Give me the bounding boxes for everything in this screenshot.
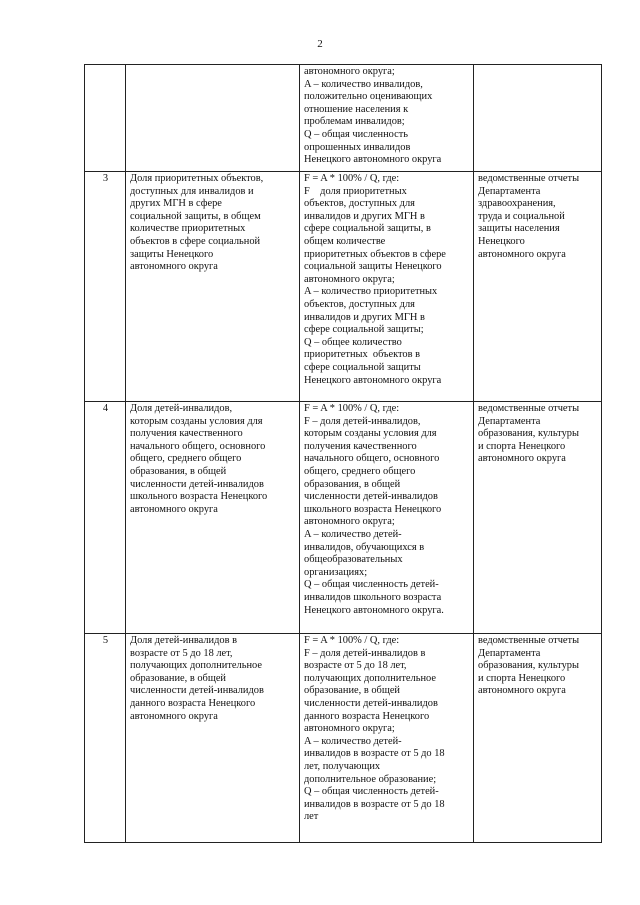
cell-text-line: школьного возраста Ненецкого xyxy=(130,491,268,503)
row-number-cell: 4 xyxy=(85,402,126,634)
cell-text-line: F = A * 100% / Q, где: xyxy=(304,635,400,646)
source-cell xyxy=(474,65,602,172)
cell-text-line: общего, среднего общего xyxy=(130,453,242,465)
cell-text-line: F = A * 100% / Q, где: xyxy=(304,403,400,414)
cell-text-line: автономного округа xyxy=(478,685,566,697)
cell-text-line: доступных для инвалидов и xyxy=(130,185,254,197)
cell-text-line: Доля приоритетных объектов, xyxy=(130,173,264,184)
source-cell xyxy=(474,634,602,843)
cell-text-line: объектов, доступных для xyxy=(304,198,415,210)
cell-text-line: образование, в общей xyxy=(304,685,400,697)
cell-text-line: инвалидов в возрасте от 5 до 18 xyxy=(304,798,445,810)
cell-text-line: Департамента xyxy=(478,185,541,197)
cell-text-line: других МГН в сфере xyxy=(130,198,222,210)
cell-text-line: F – доля детей-инвалидов, xyxy=(304,415,421,427)
cell-text-line: и спорта Ненецкого xyxy=(478,672,566,684)
cell-text-line: ведомственные отчеты xyxy=(478,635,580,646)
table-row xyxy=(85,65,602,172)
cell-text-line: защиты населения xyxy=(478,223,560,235)
cell-text-line: автономного округа xyxy=(478,453,566,465)
cell-text-line: автономного округа xyxy=(130,710,218,722)
cell-text-line: начального общего, основного xyxy=(130,440,266,452)
table-row xyxy=(85,402,602,634)
formula-cell xyxy=(300,634,474,843)
cell-text-line: общем количестве xyxy=(304,235,386,247)
cell-text-line: ведомственные отчеты xyxy=(478,403,580,414)
cell-text-line: получающих дополнительное xyxy=(130,660,262,672)
cell-text-line: сфере социальной защиты xyxy=(304,361,421,373)
cell-text-line: получения качественного xyxy=(130,428,243,440)
page-number: 2 xyxy=(317,38,323,50)
cell-text-line: приоритетных объектов в xyxy=(304,349,421,361)
cell-text-line: численности детей-инвалидов xyxy=(304,491,438,503)
cell-text-line: Департамента xyxy=(478,647,541,659)
row-number-cell: 5 xyxy=(85,634,126,843)
cell-text-line: инвалидов в возрасте от 5 до 18 xyxy=(304,748,445,760)
cell-text-line: A – количество приоритетных xyxy=(304,286,438,298)
cell-text-line: опрошенных инвалидов xyxy=(304,141,411,153)
cell-text-line: автономного округа; xyxy=(304,516,395,528)
cell-text-line: сфере социальной защиты; xyxy=(304,324,424,336)
cell-text-line: образования, в общей xyxy=(304,478,401,490)
cell-text-line: приоритетных объектов в сфере xyxy=(304,248,446,260)
cell-text-line: данного возраста Ненецкого xyxy=(304,710,430,722)
cell-text-line: труда и социальной xyxy=(478,210,565,222)
cell-text-line: Доля детей-инвалидов, xyxy=(130,403,233,414)
cell-text-line: начального общего, основного xyxy=(304,453,440,465)
source-cell xyxy=(474,172,602,402)
indicators-table xyxy=(84,64,602,843)
cell-text-line: Ненецкого автономного округа xyxy=(304,154,442,166)
cell-text-line: A – количество детей- xyxy=(304,528,402,540)
cell-text-line: образования, культуры xyxy=(478,660,579,672)
cell-text-line: автономного округа; xyxy=(304,66,395,77)
cell-text-line: положительно оценивающих xyxy=(304,91,433,103)
cell-text-line: Ненецкого xyxy=(478,235,525,247)
cell-text-line: автономного округа; xyxy=(304,723,395,735)
cell-text-line: получения качественного xyxy=(304,440,417,452)
cell-text-line: A – количество инвалидов, xyxy=(304,78,423,90)
table-row xyxy=(85,634,602,843)
indicator-name-cell xyxy=(126,402,300,634)
cell-text-line: которым созданы условия для xyxy=(130,415,263,427)
indicator-name-cell xyxy=(126,65,300,172)
cell-text-line: и спорта Ненецкого xyxy=(478,440,566,452)
cell-text-line: Q – общая численность детей- xyxy=(304,786,439,798)
cell-text-line: Доля детей-инвалидов в xyxy=(130,635,238,646)
cell-text-line: сфере социальной защиты, в xyxy=(304,223,431,235)
cell-text-line: дополнительное образование; xyxy=(304,773,437,785)
cell-text-line: получающих дополнительное xyxy=(304,672,436,684)
cell-text-line: автономного округа; xyxy=(304,273,395,285)
cell-text-line: автономного округа xyxy=(130,261,218,273)
cell-text-line: проблемам инвалидов; xyxy=(304,116,405,128)
cell-text-line: инвалидов и других МГН в xyxy=(304,311,425,323)
cell-text-line: инвалидов школьного возраста xyxy=(304,591,442,603)
cell-text-line: Ненецкого автономного округа xyxy=(304,374,442,386)
formula-cell xyxy=(300,402,474,634)
cell-text-line: данного возраста Ненецкого xyxy=(130,697,256,709)
cell-text-line: автономного округа xyxy=(130,503,218,515)
row-number-cell: 3 xyxy=(85,172,126,402)
cell-text-line: количестве приоритетных xyxy=(130,223,246,235)
cell-text-line: отношение населения к xyxy=(304,103,409,115)
cell-text-line: Q – общее количество xyxy=(304,336,402,348)
cell-text-line: автономного округа xyxy=(478,248,566,260)
cell-text-line: объектов в сфере социальной xyxy=(130,235,261,247)
cell-text-line: образования, в общей xyxy=(130,465,227,477)
cell-text-line: социальной защиты, в общем xyxy=(130,210,261,222)
indicator-name-cell xyxy=(126,634,300,843)
cell-text-line: Департамента xyxy=(478,415,541,427)
source-cell xyxy=(474,402,602,634)
cell-text-line: F – доля детей-инвалидов в xyxy=(304,647,426,659)
cell-text-line: образования, культуры xyxy=(478,428,579,440)
formula-cell xyxy=(300,65,474,172)
cell-text-line: численности детей-инвалидов xyxy=(304,697,438,709)
cell-text-line: общего, среднего общего xyxy=(304,465,416,477)
cell-text-line: ведомственные отчеты xyxy=(478,173,580,184)
cell-text-line: защиты Ненецкого xyxy=(130,248,214,260)
cell-text-line: численности детей-инвалидов xyxy=(130,478,264,490)
cell-text-line: образование, в общей xyxy=(130,672,226,684)
cell-text-line: возрасте от 5 до 18 лет, xyxy=(130,647,233,659)
cell-text-line: инвалидов, обучающихся в xyxy=(304,541,425,553)
cell-text-line: которым созданы условия для xyxy=(304,428,437,440)
cell-text-line: здравоохранения, xyxy=(478,198,556,210)
cell-text-line: объектов, доступных для xyxy=(304,298,415,310)
cell-text-line: Q – общая численность xyxy=(304,128,409,140)
cell-text-line: F = A * 100% / Q, где: xyxy=(304,173,400,184)
cell-text-line: возрасте от 5 до 18 лет, xyxy=(304,660,407,672)
indicator-name-cell xyxy=(126,172,300,402)
row-number-cell xyxy=(85,65,126,172)
table-row xyxy=(85,172,602,402)
cell-text-line: Ненецкого автономного округа. xyxy=(304,604,444,616)
cell-text-line: инвалидов и других МГН в xyxy=(304,210,425,222)
cell-text-line: общеобразовательных xyxy=(304,554,403,566)
cell-text-line: организациях; xyxy=(304,566,368,578)
cell-text-line: лет xyxy=(304,811,319,823)
cell-text-line: F доля приоритетных xyxy=(304,185,407,197)
cell-text-line: социальной защиты Ненецкого xyxy=(304,261,442,273)
formula-cell xyxy=(300,172,474,402)
cell-text-line: лет, получающих xyxy=(304,760,381,772)
cell-text-line: Q – общая численность детей- xyxy=(304,579,439,591)
cell-text-line: A – количество детей- xyxy=(304,735,402,747)
cell-text-line: школьного возраста Ненецкого xyxy=(304,503,442,515)
cell-text-line: численности детей-инвалидов xyxy=(130,685,264,697)
